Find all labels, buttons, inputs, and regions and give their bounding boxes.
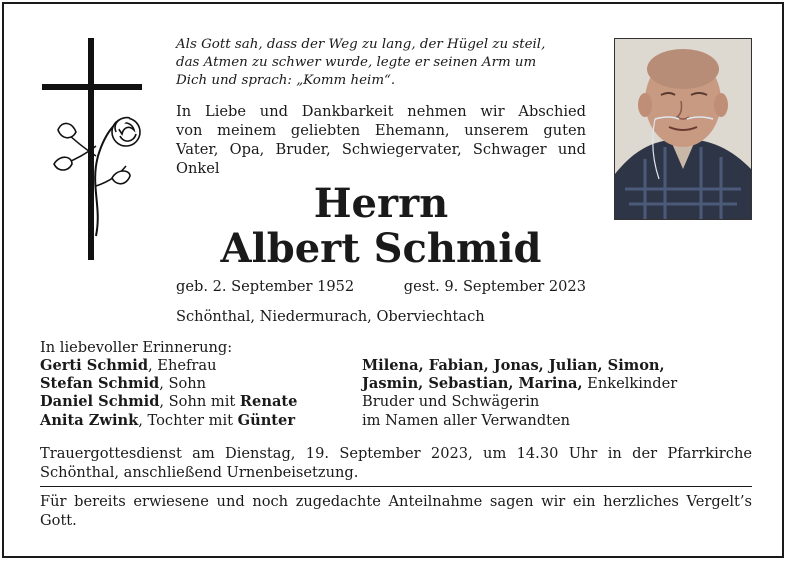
- mourner-partner: Renate: [239, 393, 298, 411]
- mourner-entry: [362, 375, 762, 393]
- mourner-relation: Enkelkinder: [582, 375, 678, 393]
- mourner-entry: [362, 393, 762, 411]
- funeral-service-info: [40, 444, 752, 482]
- thanks-note: [40, 492, 752, 530]
- mourner-relation: , Tochter mit: [138, 411, 238, 429]
- deceased-name: Albert Schmid: [220, 225, 542, 272]
- mourners-right-column: [362, 357, 762, 430]
- mourner-entry: [40, 375, 340, 393]
- mourner-name: Milena, Fabian, Jonas, Julian, Simon,: [362, 357, 665, 374]
- mourner-partner: Günter: [237, 411, 296, 429]
- mourner-name: Jasmin, Sebastian, Marina,: [362, 375, 583, 393]
- mourner-relation: , Sohn: [159, 375, 207, 393]
- salutation: Herrn: [313, 180, 449, 227]
- mourner-entry: [362, 412, 762, 430]
- service-line: Trauergottesdienst am Dienstag, 19. September 2023, um 14.30 Uhr in der Pfarrkirche: [40, 445, 752, 462]
- mourner-entry: [40, 412, 340, 430]
- mourner-entry: [40, 393, 340, 411]
- memory-heading: In liebevoller Erinnerung:: [40, 339, 233, 356]
- obituary-card: [2, 2, 784, 558]
- verse-line: Als Gott sah, dass der Weg zu lang, der Hügel zu steil,: [176, 37, 546, 52]
- places: Schönthal, Niedermurach, Oberviechtach: [176, 308, 485, 325]
- service-line: Schönthal, anschließend Urnenbeisetzung.: [40, 464, 359, 481]
- verse-line: das Atmen zu schwer wurde, legte er seinen Arm um: [176, 55, 537, 70]
- verse-line: Dich und sprach: „Komm heim“.: [176, 73, 396, 88]
- death-date: gest. 9. September 2023: [403, 278, 586, 295]
- mourner-entry: [362, 357, 762, 375]
- portrait-photo: [614, 38, 752, 220]
- mourner-entry: [40, 357, 340, 375]
- mourner-name: Gerti Schmid: [40, 357, 149, 374]
- mourner-name: Stefan Schmid: [40, 375, 160, 393]
- mourner-relation: , Sohn mit: [159, 393, 240, 411]
- intro-line: von meinem geliebten Ehemann, unserem guten: [176, 122, 586, 139]
- mourner-relation: Bruder und Schwägerin: [362, 393, 540, 411]
- intro-text: [176, 102, 586, 178]
- mourner-name: Daniel Schmid: [40, 393, 160, 411]
- cross-with-rose-icon: [38, 36, 148, 264]
- mourner-relation: im Namen aller Verwandten: [362, 411, 571, 429]
- verse: [176, 36, 586, 90]
- thanks-line: Gott.: [40, 512, 77, 529]
- divider: [40, 486, 752, 487]
- intro-line: Onkel: [176, 160, 220, 177]
- mourner-relation: , Ehefrau: [148, 357, 217, 374]
- life-dates: [176, 278, 586, 295]
- mourner-name: Anita Zwink: [40, 411, 139, 429]
- intro-line: In Liebe und Dankbarkeit nehmen wir Abschied: [176, 103, 586, 120]
- thanks-line: Für bereits erwiesene und noch zugedachte Anteilnahme sagen wir ein herzliches Vergelt’s: [40, 493, 752, 510]
- birth-date: geb. 2. September 1952: [176, 278, 355, 295]
- intro-line: Vater, Opa, Bruder, Schwiegervater, Schwager und: [176, 141, 586, 158]
- mourners-left-column: [40, 357, 340, 430]
